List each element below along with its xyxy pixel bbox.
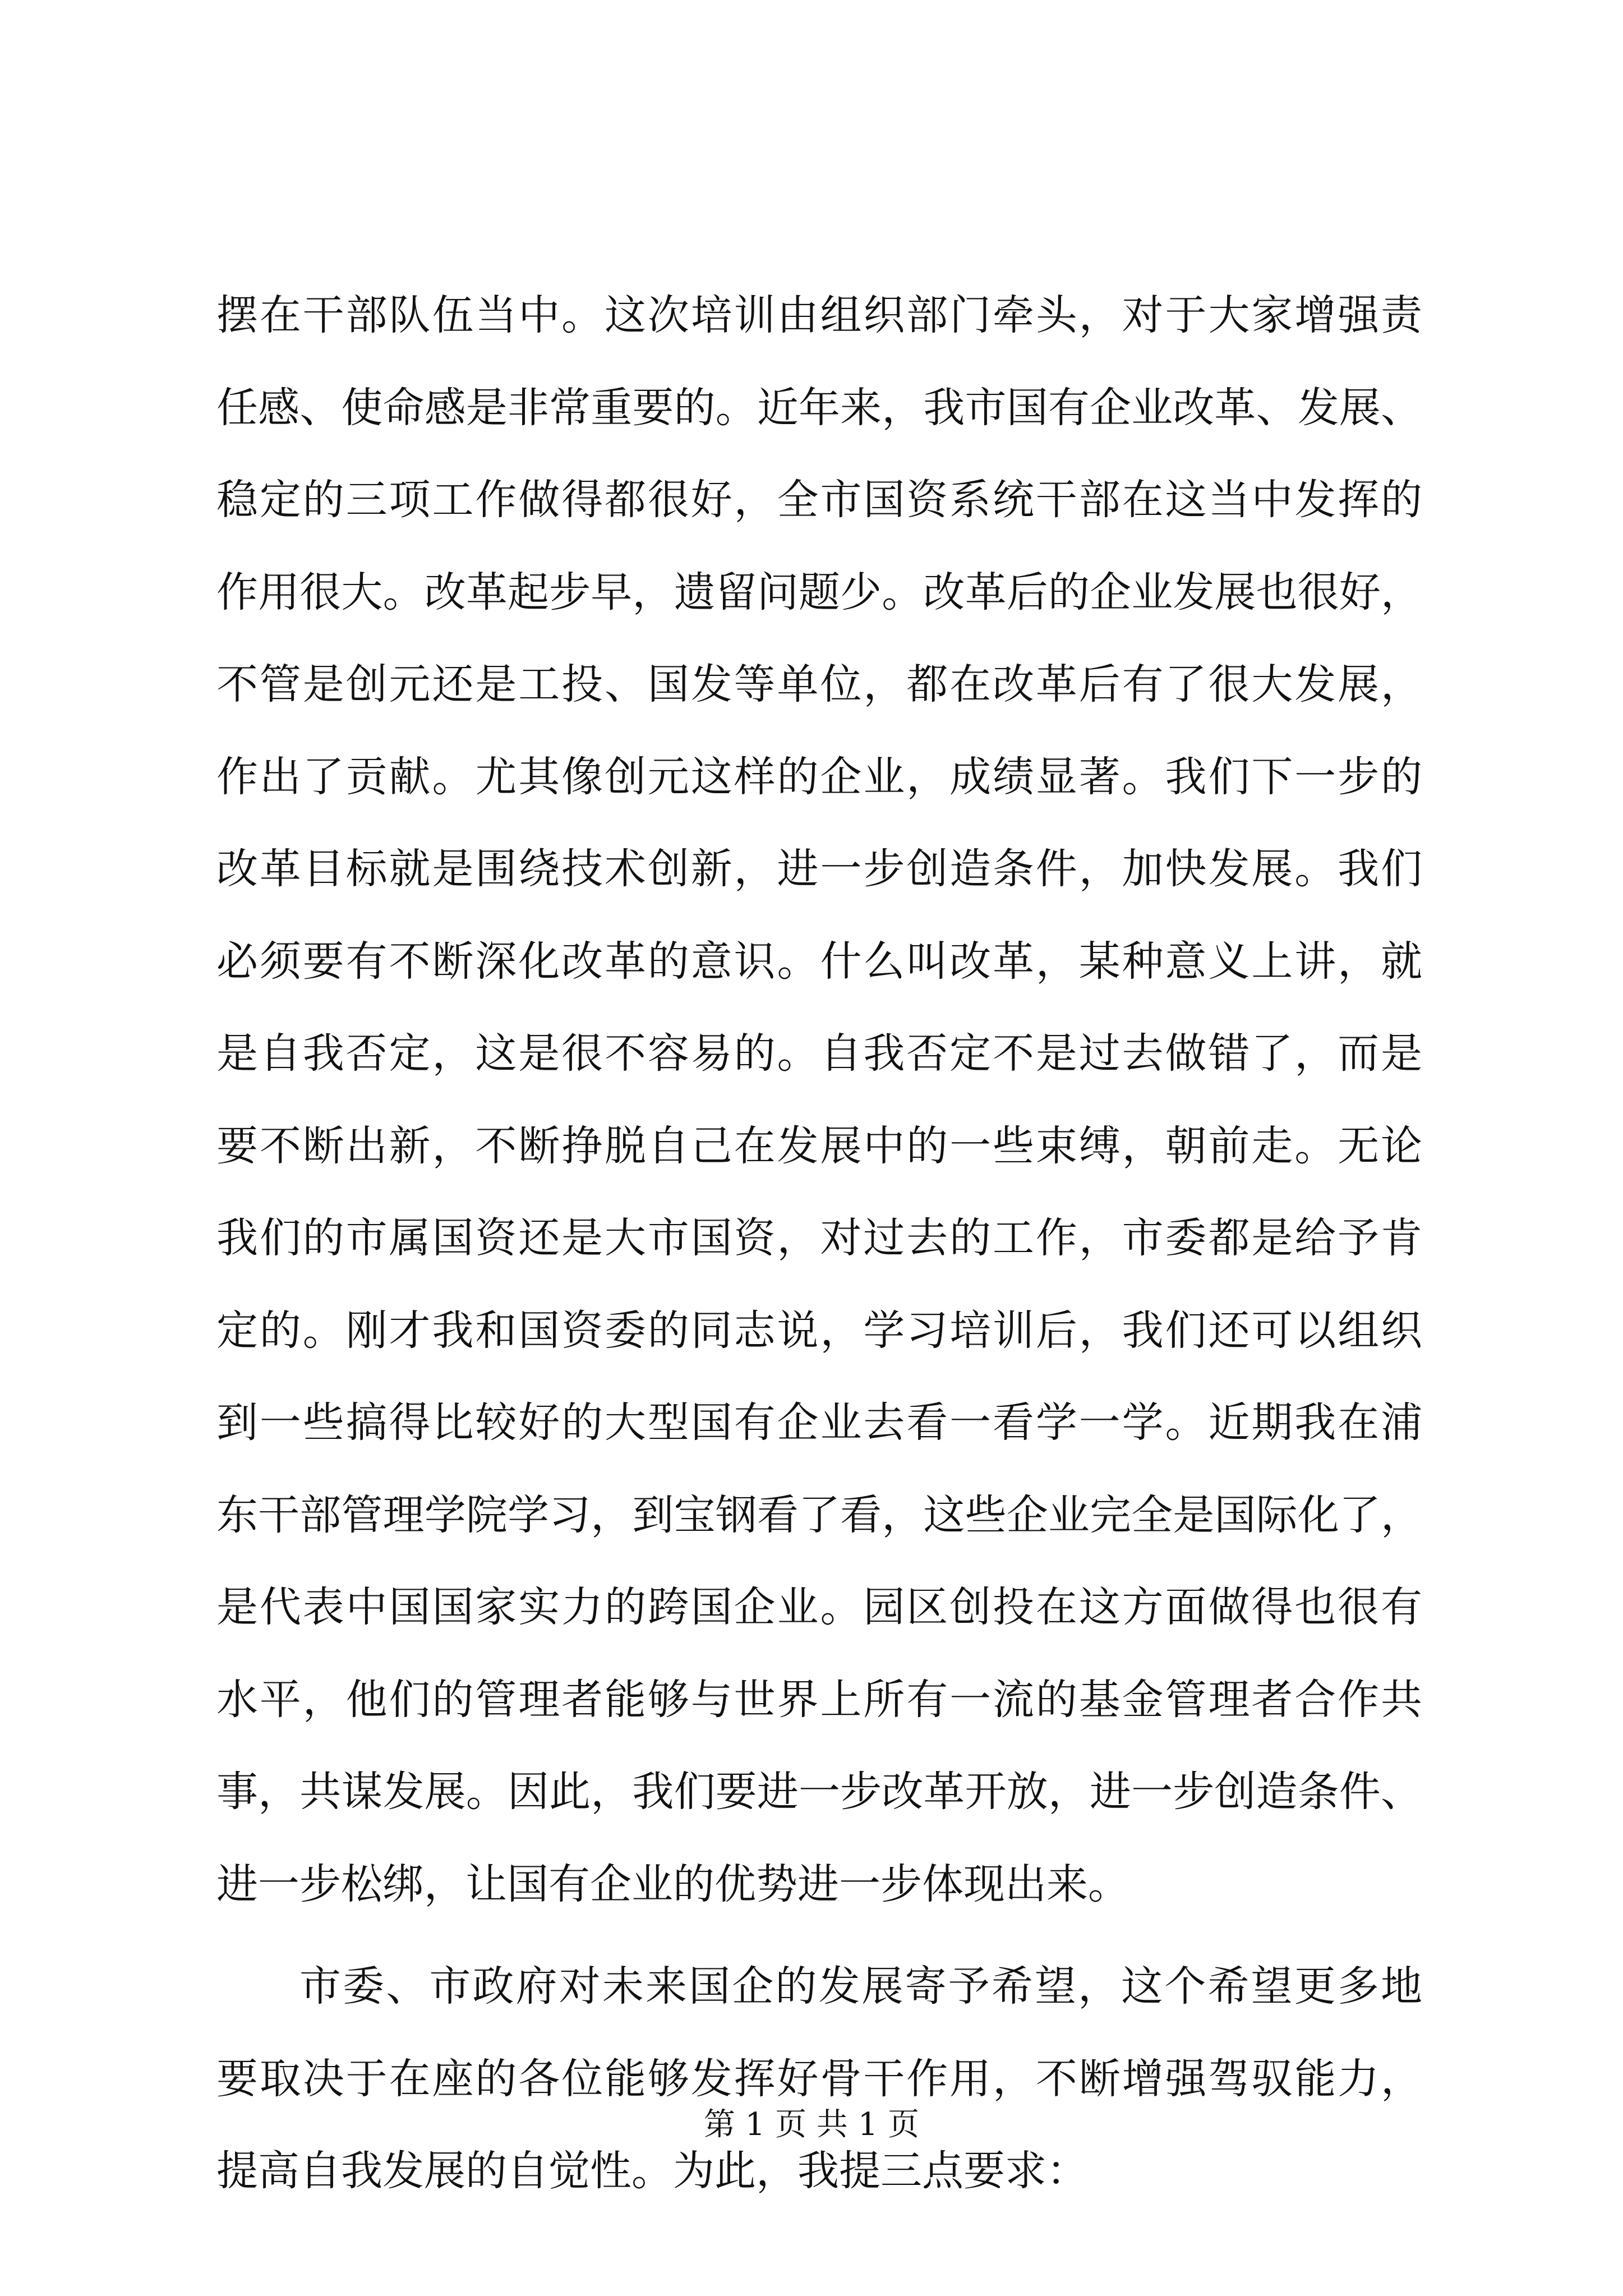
text-line: 市委、市政府对未来国企的发展寄予希望，这个希望更多地: [299, 1962, 1422, 2010]
text-line: 我们的市属国资还是大市国资，对过去的工作，市委都是给予肯: [216, 1214, 1422, 1262]
text-line: 作出了贡献。尤其像创元这样的企业，成绩显著。我们下一步的: [216, 752, 1422, 801]
document-body: [216, 269, 1422, 2217]
page-number: 第 1 页 共 1 页: [703, 2106, 920, 2143]
text-line: 要取决于在座的各位能够发挥好骨干作用，不断增强驾驭能力，: [216, 2054, 1422, 2103]
text-line: 提高自我发展的自觉性。为此，我提三点要求：: [216, 2147, 1088, 2195]
text-line: 不管是创元还是工投、国发等单位，都在改革后有了很大发展，: [216, 660, 1422, 708]
text-line: 要不断出新，不断挣脱自己在发展中的一些束缚，朝前走。无论: [216, 1121, 1422, 1170]
text-line: 进一步松绑，让国有企业的优势进一步体现出来。: [216, 1860, 1129, 1908]
paragraph-2: [216, 1940, 1422, 2217]
text-line: 到一些搞得比较好的大型国有企业去看一看学一学。近期我在浦: [216, 1398, 1422, 1447]
paragraph-spacer: [216, 1930, 1422, 1940]
text-line: 摆在干部队伍当中。这次培训由组织部门牵头，对于大家增强责: [216, 291, 1422, 339]
text-line: 稳定的三项工作做得都很好，全市国资系统干部在这当中发挥的: [216, 476, 1422, 524]
page-footer: [0, 2102, 1623, 2147]
text-line: 任感、使命感是非常重要的。近年来，我市国有企业改革、发展、: [216, 383, 1422, 432]
text-line: 水平，他们的管理者能够与世界上所有一流的基金管理者合作共: [216, 1675, 1422, 1724]
text-line: 是代表中国国家实力的跨国企业。园区创投在这方面做得也很有: [216, 1583, 1422, 1631]
text-line: 作用很大。改革起步早，遗留问题少。改革后的企业发展也很好，: [216, 568, 1422, 616]
text-line: 改革目标就是围绕技术创新，进一步创造条件，加快发展。我们: [216, 845, 1422, 893]
text-line: 是自我否定，这是很不容易的。自我否定不是过去做错了，而是: [216, 1029, 1422, 1078]
text-line: 必须要有不断深化改革的意识。什么叫改革，某种意义上讲，就: [216, 937, 1422, 986]
text-line: 定的。刚才我和国资委的同志说，学习培训后，我们还可以组织: [216, 1306, 1422, 1355]
text-line: 事，共谋发展。因此，我们要进一步改革开放，进一步创造条件、: [216, 1768, 1422, 1816]
paragraph-1: [216, 269, 1422, 1930]
text-line: 东干部管理学院学习，到宝钢看了看，这些企业完全是国际化了，: [216, 1490, 1422, 1539]
